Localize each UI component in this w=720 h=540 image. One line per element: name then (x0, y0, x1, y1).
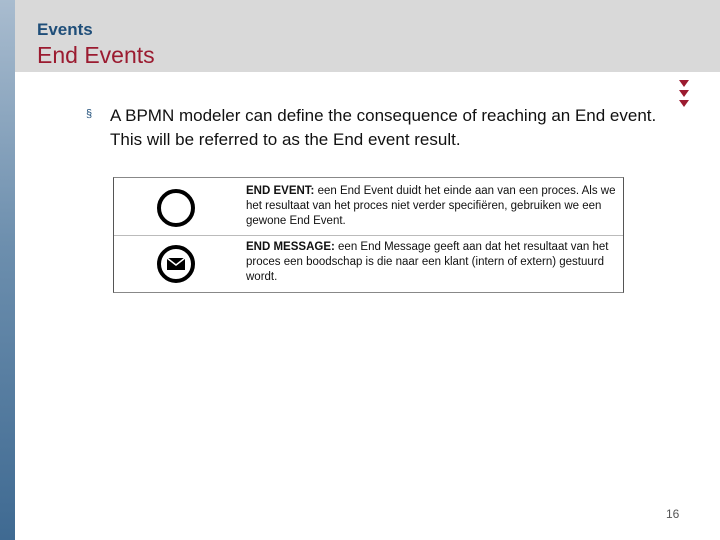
page-number: 16 (666, 507, 680, 521)
left-accent-bar (0, 0, 15, 540)
section-kicker: Events (37, 20, 93, 39)
slide-header (15, 0, 720, 72)
end-message-envelope-icon (156, 244, 196, 284)
triple-arrow-icon (679, 80, 691, 110)
end-message-description (246, 240, 616, 285)
end-event-label: END EVENT: (246, 185, 315, 197)
slide-title: End Events (37, 42, 155, 68)
end-message-label: END MESSAGE: (246, 241, 335, 253)
bullet-text: A BPMN modeler can define the consequence of reaching an End event. This will be referred to as the End event result. (110, 106, 657, 149)
figure-row-end-event (114, 180, 623, 236)
end-event-circle-icon (156, 188, 196, 228)
figure-row-end-message (114, 236, 623, 291)
end-events-figure (113, 177, 624, 293)
end-message-text: een End Message geeft aan dat het resultaat van het proces een boodschap is die naar een klant (intern of extern) gestuurd wordt. (246, 241, 609, 283)
end-event-description (246, 184, 616, 229)
end-event-text: een End Event duidt het einde aan van een proces. Als we het resultaat van het proces niet verder specifiëren, gebruiken we een gewone End Event. (246, 185, 616, 227)
bullet-marker: § (86, 108, 93, 120)
